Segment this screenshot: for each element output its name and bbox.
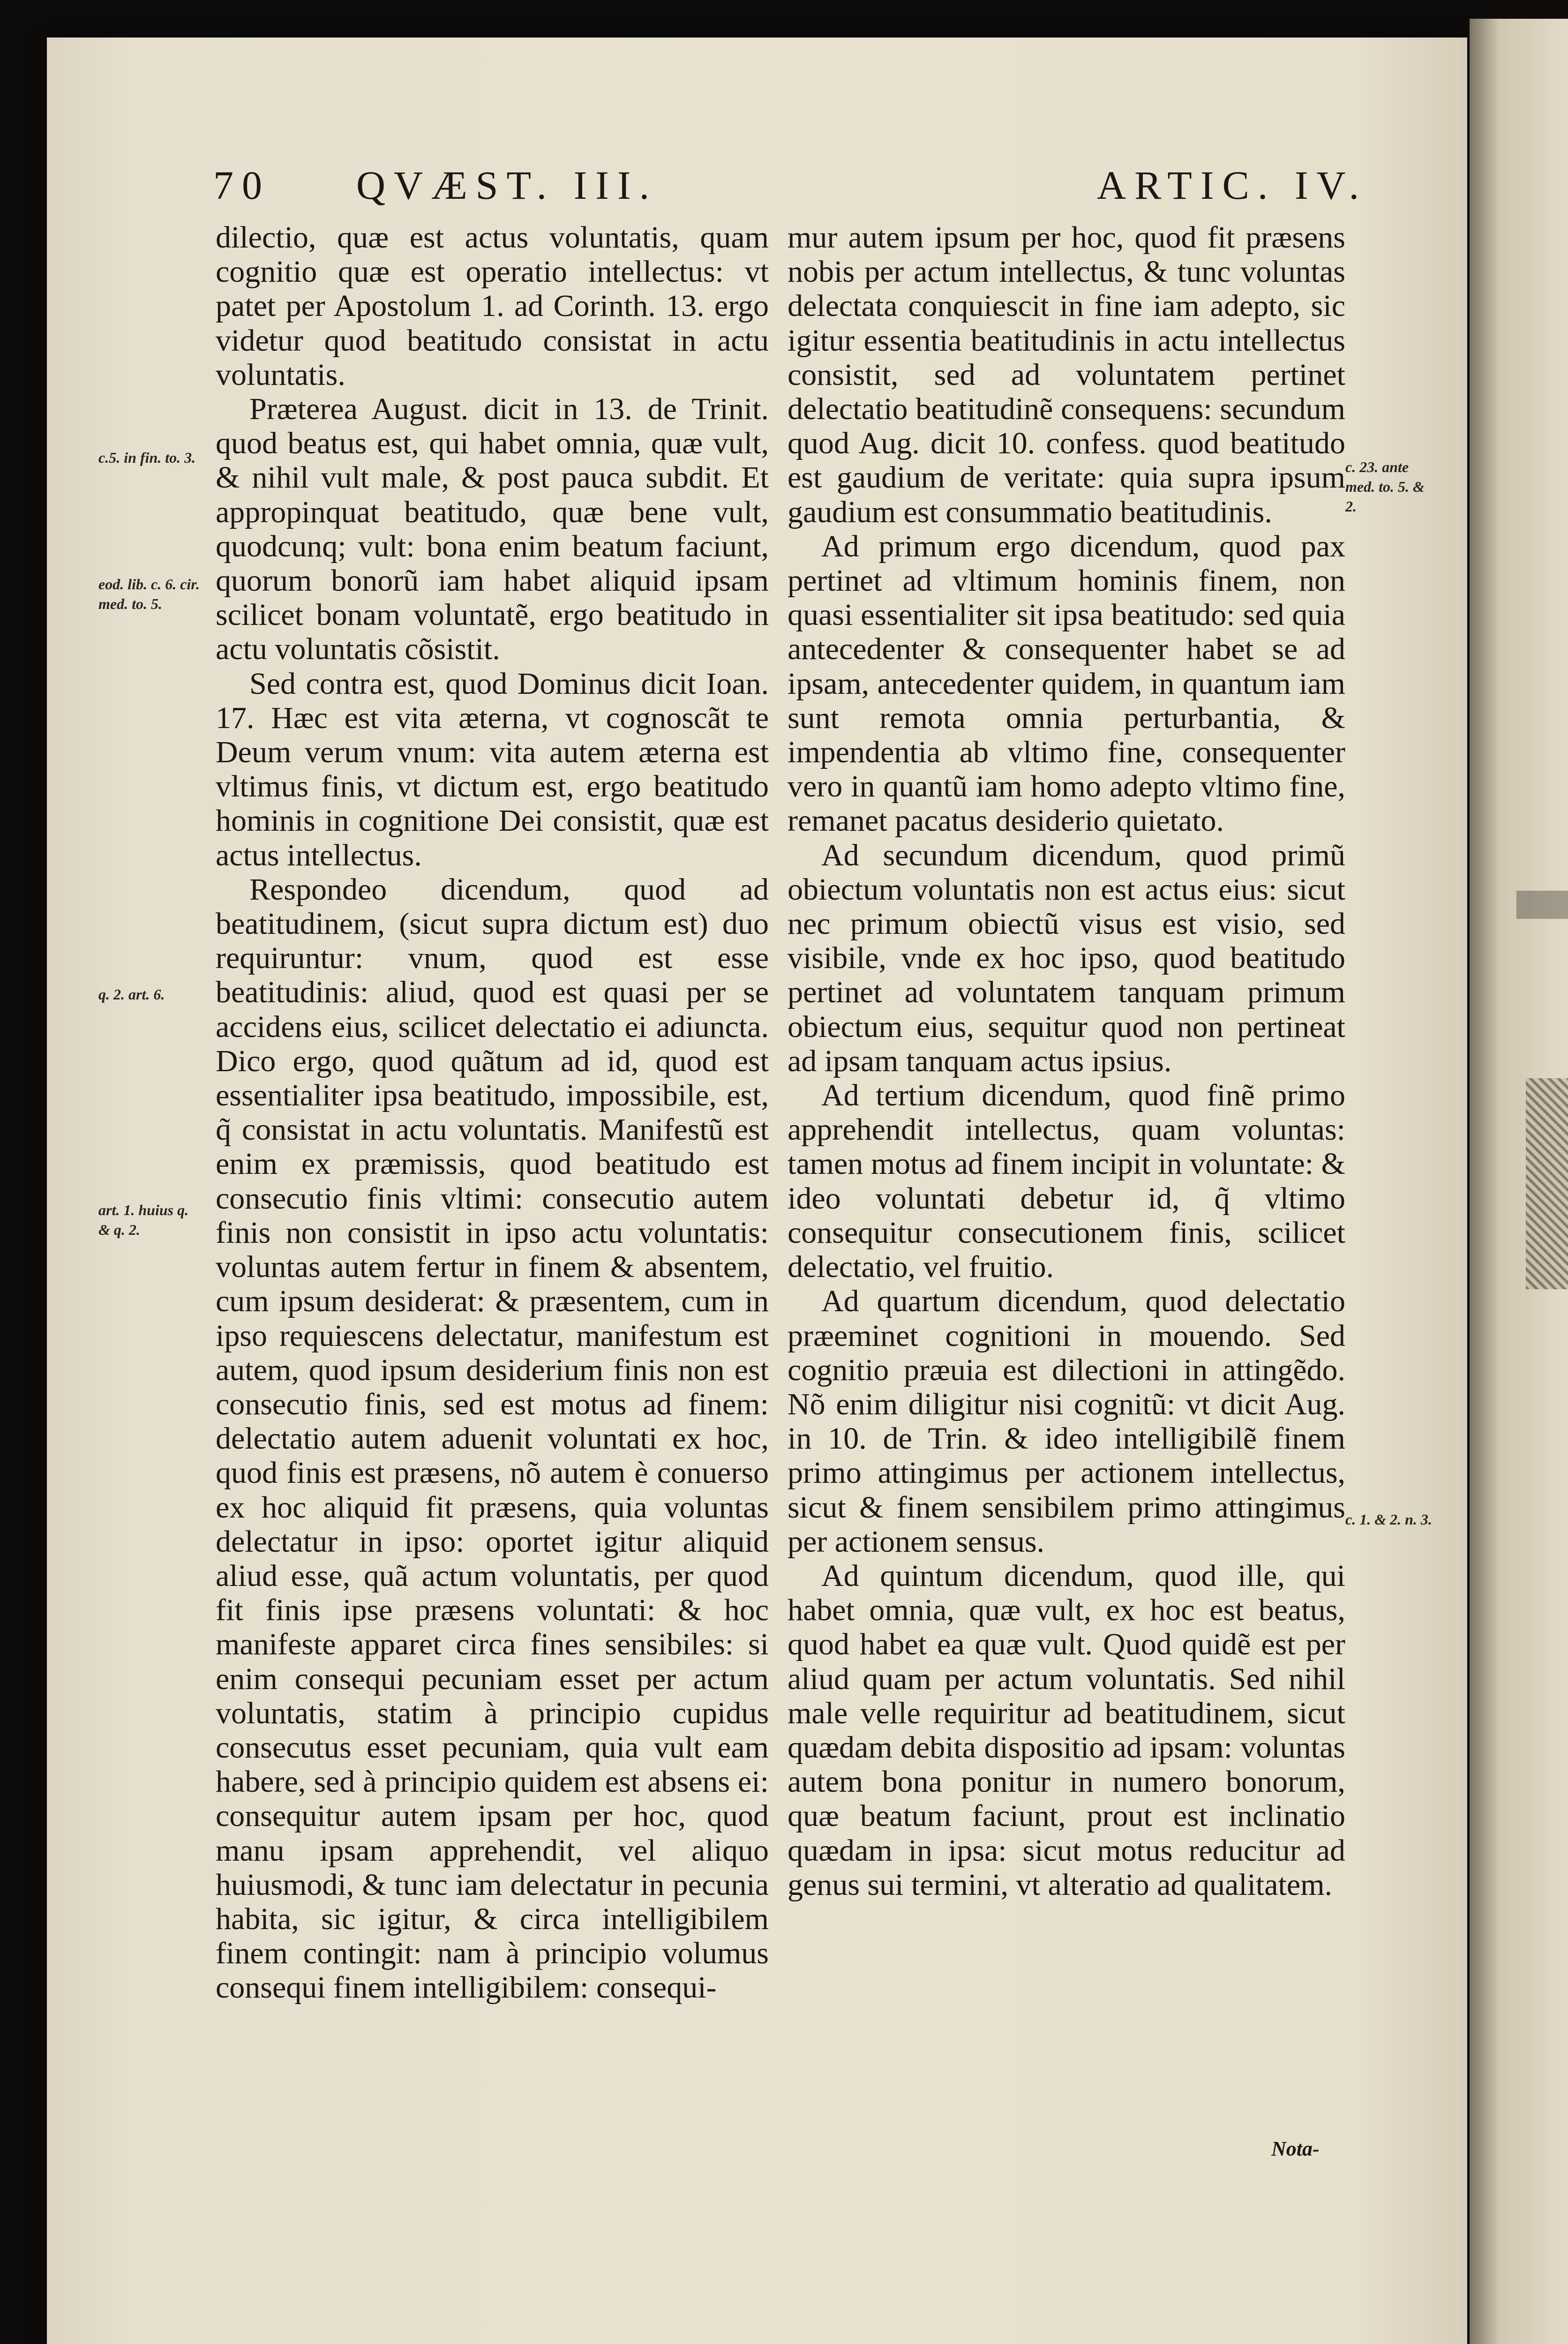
margin-note: c. 23. ante med. to. 5. & 2. [1345,458,1425,515]
page-number: 70 [213,163,270,208]
paragraph: mur autem ipsum per hoc, quod fit præsens nobis per actum intellectus, & tunc voluntas delectata conquiescit in fine iam adepto, sic igitur essentia beatitudinis in actu intellectus consistit, sed ad voluntatem pertinet delectatio beatitudinẽ consequens: secundum quod Aug. dicit 10. confess. quod beatitudo est gaudium de veritate: quia supra ipsum gaudium est consummatio beatitudinis. [788,220,1345,529]
paragraph: Sed contra est, quod Dominus dicit Ioan. 17. Hæc est vita æterna, vt cognoscãt te Deum verum vnum: vita autem æterna est vltimus finis, vt dictum est, ergo beatitudo hominis in cognitione Dei consistit, quæ est actus intellectus. [216,666,769,872]
running-header [169,162,1388,218]
margin-note: c. 1. & 2. n. 3. [1345,1511,1432,1528]
facing-page-edge [1470,19,1568,2344]
facing-page-woodcut-image [1526,1078,1568,1289]
paragraph: Præterea August. dicit in 13. de Trinit. quod beatus est, qui habet omnia, quæ vult, & nihil vult male, & post pauca subdit. Et appropinquat beatitudo, quæ bene vult, quodcunq; vult: bona enim beatum faciunt, quorum bonorũ iam habet aliquid ipsam scilicet bonam voluntatẽ, ergo beatitudo in actu voluntatis cõsistit. [216,392,769,667]
paragraph: Respondeo dicendum, quod ad beatitudinem, (sicut supra dictum est) duo requiruntur: vnum, quod est esse beatitudinis: aliud, quod est quasi per se accidens eius, scilicet delectatio ei adiuncta. Dico ergo, quod quãtum ad id, quod est essentialiter ipsa beatitudo, impossibile, est, q̃ consistat in actu voluntatis. Manifestũ est enim ex præmissis, quod beatitudo est consecutio finis vltimi: consecutio autem finis non consistit in ipso actu voluntatis: voluntas autem fertur in finem & absentem, cum ipsum desiderat: & præsentem, cum in ipso requiescens delectatur, manifestum est autem, quod ipsum desiderium finis non est consecutio finis, sed est motus ad finem: delectatio autem aduenit voluntati ex hoc, quod finis est præsens, nõ autem è conuerso ex hoc aliquid fit præsens, quia voluntas delectatur in ipso: oportet igitur aliquid aliud esse, quã actum voluntatis, per quod fit finis ipse præsens voluntati: & hoc manifeste apparet circa fines sensibiles: si enim consequi pecuniam esset per actum voluntatis, statim à principio cupidus consecutus esset pecuniam, quia vult eam habere, sed à principio quidem est absens ei: consequitur autem ipsam per hoc, quod manu ipsam apprehendit, vel aliquo huiusmodi, & tunc iam delectatur in pecunia habita, sic igitur, & circa intelligibilem finem contingit: nam à principio volumus consequi finem intelligibilem: consequi- [216,872,769,2005]
right-text-column [788,220,1345,1902]
paragraph: Ad primum ergo dicendum, quod pax pertinet ad vltimum hominis finem, non quasi essentialiter sit ipsa beatitudo: sed quia antecedenter & consequenter habet se ad ipsam, antecedenter quidem, in quantum iam sunt remota omnia perturbantia, & impendentia ab vltimo fine, consequenter vero in quantũ iam homo adepto vltimo fine, remanet pacatus desiderio quietato. [788,529,1345,838]
margin-note: q. 2. art. 6. [98,986,165,1003]
paragraph: dilectio, quæ est actus voluntatis, quam cognitio quæ est operatio intellectus: vt patet per Apostolum 1. ad Corinth. 13. ergo videtur quod beatitudo consistat in actu voluntatis. [216,220,769,392]
paragraph: Ad secundum dicendum, quod primũ obiectum voluntatis non est actus eius: sicut nec primum obiectũ visus est visio, sed visibile, vnde ex hoc ipso, quod beatitudo pertinet ad voluntatem tanquam primum obiectum eius, sequitur quod non pertineat ad ipsam tanquam actus ipsius. [788,838,1345,1078]
margin-note: art. 1. huius q. & q. 2. [98,1202,189,1238]
catchword: Nota- [1271,2137,1320,2160]
paragraph: Ad quintum dicendum, quod ille, qui habet omnia, quæ vult, ex hoc est beatus, quod habet ea quæ vult. Quod quidẽ est per aliud quam per actum voluntatis. Sed nihil male velle requiritur ad beatitudinem, sicut quædam debita dispositio ad ipsam: voluntas autem bona ponitur in numero bonorum, quæ beatum faciunt, prout est inclinatio quædam in ipsa: sicut motus reducitur ad genus sui termini, vt alteratio ad qualitatem. [788,1558,1345,1902]
facing-page-heading-fragment [1516,891,1568,919]
left-text-column [216,220,769,2005]
question-title: QVÆST. III. [356,163,658,208]
margin-note: c.5. in fin. to. 3. [98,449,196,466]
article-title: ARTIC. IV. [1097,163,1367,208]
paragraph: Ad quartum dicendum, quod delectatio præeminet cognitioni in mouendo. Sed cognitio præuia est dilectioni in attingẽdo. Nõ enim diligitur nisi cognitũ: vt dicit Aug. in 10. de Trin. & ideo intelligibilẽ finem primo attingimus per actionem intellectus, sicut & finem sensibilem primo attingimus per actionem sensus. [788,1284,1345,1559]
paragraph: Ad tertium dicendum, quod finẽ primo apprehendit intellectus, quam voluntas: tamen motus ad finem incipit in voluntate: & ideo voluntati debetur id, q̃ vltimo consequitur consecutionem finis, scilicet delectatio, vel fruitio. [788,1078,1345,1285]
margin-note: eod. lib. c. 6. cir. med. to. 5. [98,576,200,612]
